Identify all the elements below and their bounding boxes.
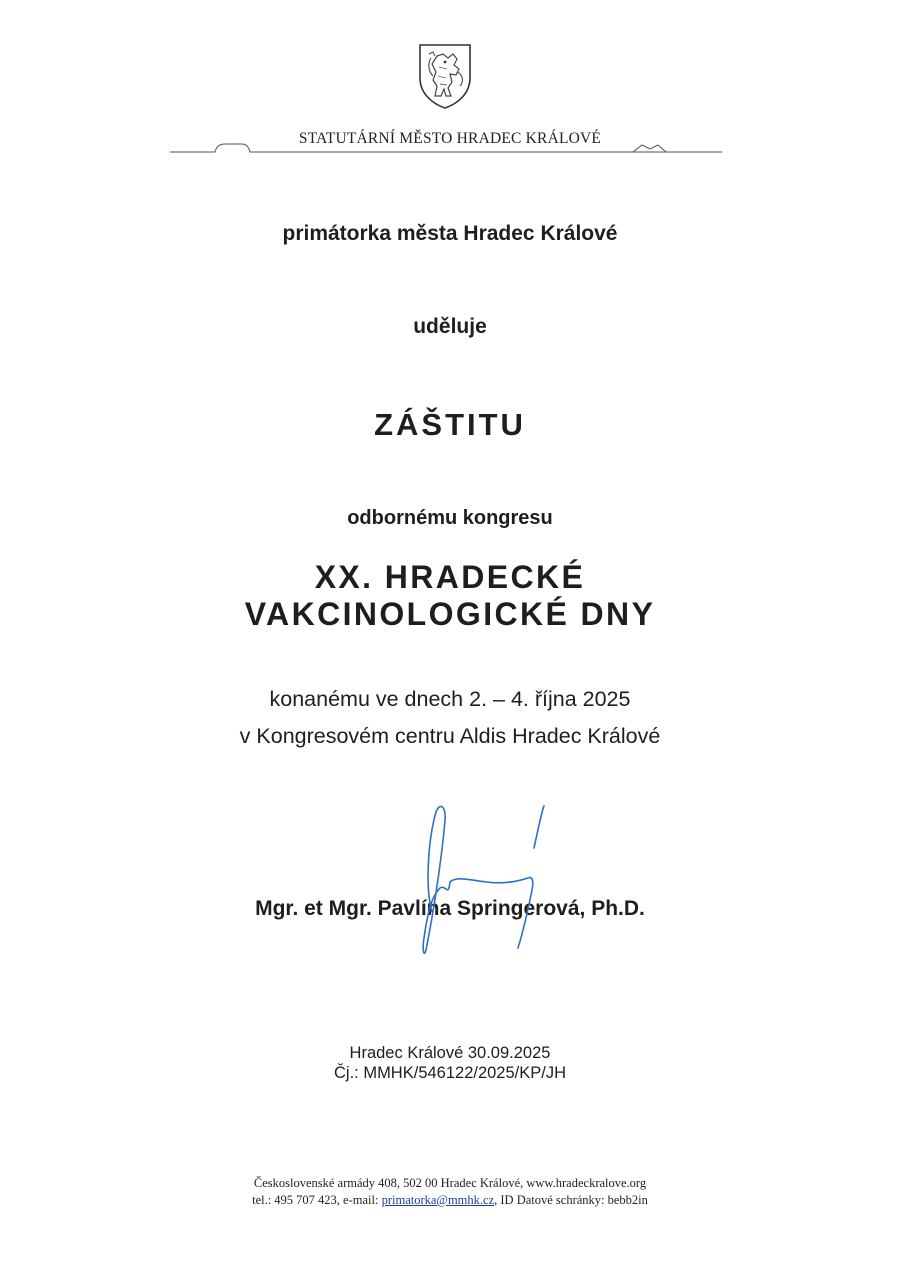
award-title: ZÁŠTITU [374, 407, 526, 442]
event-dates: konanému ve dnech 2. – 4. října 2025 [269, 687, 631, 711]
event-name-line-2: VAKCINOLOGICKÉ DNY [244, 596, 656, 632]
event-venue: v Kongresovém centru Aldis Hradec Králové [239, 724, 661, 748]
event-name-line-1: XX. HRADECKÉ [314, 559, 586, 595]
reference-number: Čj.: MMHK/546122/2025/KP/JH [333, 1064, 567, 1082]
footer-contact [0, 1193, 900, 1208]
place-and-date: Hradec Králové 30.09.2025 [349, 1044, 551, 1062]
signatory-name: Mgr. et Mgr. Pavlína Springerová, Ph.D. [255, 897, 645, 920]
email-link[interactable]: primatorka@mmhk.cz [381, 1193, 495, 1207]
bohemian-lion-crest-icon [417, 42, 473, 110]
recipient-type: odbornému kongresu [347, 507, 553, 529]
footer-contact-suffix: , ID Datové schránky: bebb2in [494, 1193, 648, 1207]
award-verb: uděluje [413, 315, 487, 338]
issuer-title: primátorka města Hradec Králové [282, 222, 618, 245]
footer-address: Československé armády 408, 502 00 Hradec Králové, www.hradeckralove.org [253, 1176, 647, 1190]
footer-contact-prefix: tel.: 495 707 423, e-mail: [252, 1193, 382, 1207]
handwritten-signature [410, 800, 560, 960]
city-name: STATUTÁRNÍ MĚSTO HRADEC KRÁLOVÉ [298, 130, 602, 147]
